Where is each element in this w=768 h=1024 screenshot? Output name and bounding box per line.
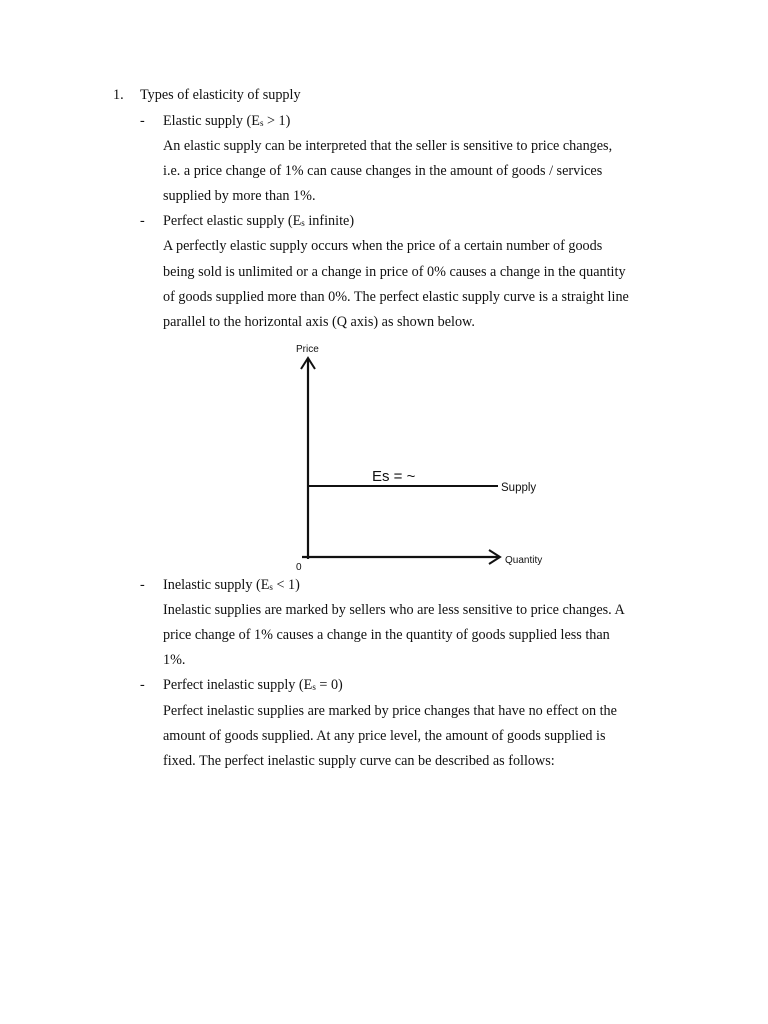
origin-label: 0 — [296, 562, 302, 573]
item-bullet: - — [140, 213, 145, 229]
y-axis-label: Price — [296, 344, 319, 355]
item-heading-perfect-inelastic — [163, 676, 343, 696]
paragraph-line: 1%. — [163, 652, 186, 668]
paragraph-line: Inelastic supplies are marked by sellers who are less sensitive to price changes. A — [163, 602, 625, 618]
heading-text-end: > 1) — [263, 113, 291, 129]
paragraph-line: of goods supplied more than 0%. The perfect elastic supply curve is a straight line — [163, 289, 629, 305]
section-number: 1. — [113, 87, 124, 103]
heading-text-end: < 1) — [272, 577, 300, 593]
item-bullet: - — [140, 677, 145, 693]
paragraph-line: i.e. a price change of 1% can cause changes in the amount of goods / services — [163, 163, 603, 179]
supply-curve-label: Supply — [501, 482, 537, 494]
heading-text: Inelastic supply (E — [163, 577, 270, 593]
heading-subscript: s — [312, 682, 316, 692]
section-heading — [113, 86, 301, 104]
paragraph-line: supplied by more than 1%. — [163, 188, 316, 204]
item-bullet: - — [140, 577, 145, 593]
paragraph-line: parallel to the horizontal axis (Q axis) as shown below. — [163, 314, 475, 330]
item-bullet: - — [140, 113, 145, 129]
heading-text: Perfect inelastic supply (E — [163, 677, 313, 693]
heading-text-end: infinite) — [304, 213, 355, 229]
paragraph-line: fixed. The perfect inelastic supply curve can be described as follows: — [163, 753, 555, 769]
x-axis-label: Quantity — [505, 555, 543, 566]
paragraph-line: Perfect inelastic supplies are marked by price changes that have no effect on the — [163, 703, 617, 719]
paragraph-line: being sold is unlimited or a change in price of 0% causes a change in the quantity — [163, 264, 626, 280]
heading-subscript: s — [259, 118, 264, 128]
elastic-supply-diagram — [288, 340, 558, 575]
paragraph-line: A perfectly elastic supply occurs when the price of a certain number of goods — [163, 238, 603, 254]
item-heading-elastic — [163, 112, 290, 132]
paragraph-line: An elastic supply can be interpreted that the seller is sensitive to price changes, — [163, 138, 613, 154]
item-heading-inelastic — [163, 576, 300, 596]
heading-subscript: s — [269, 582, 273, 592]
elasticity-annotation: Es = ~ — [372, 468, 416, 485]
heading-text: Perfect elastic supply (E — [163, 213, 302, 229]
paragraph-line: amount of goods supplied. At any price level, the amount of goods supplied is — [163, 728, 606, 744]
heading-text-end: = 0) — [315, 677, 343, 693]
heading-text: Elastic supply (E — [163, 113, 260, 129]
paragraph-line: price change of 1% causes a change in the quantity of goods supplied less than — [163, 627, 610, 643]
heading-subscript: s — [301, 218, 305, 228]
item-heading-perfect-elastic — [163, 212, 354, 232]
section-title: Types of elasticity of supply — [140, 87, 301, 103]
